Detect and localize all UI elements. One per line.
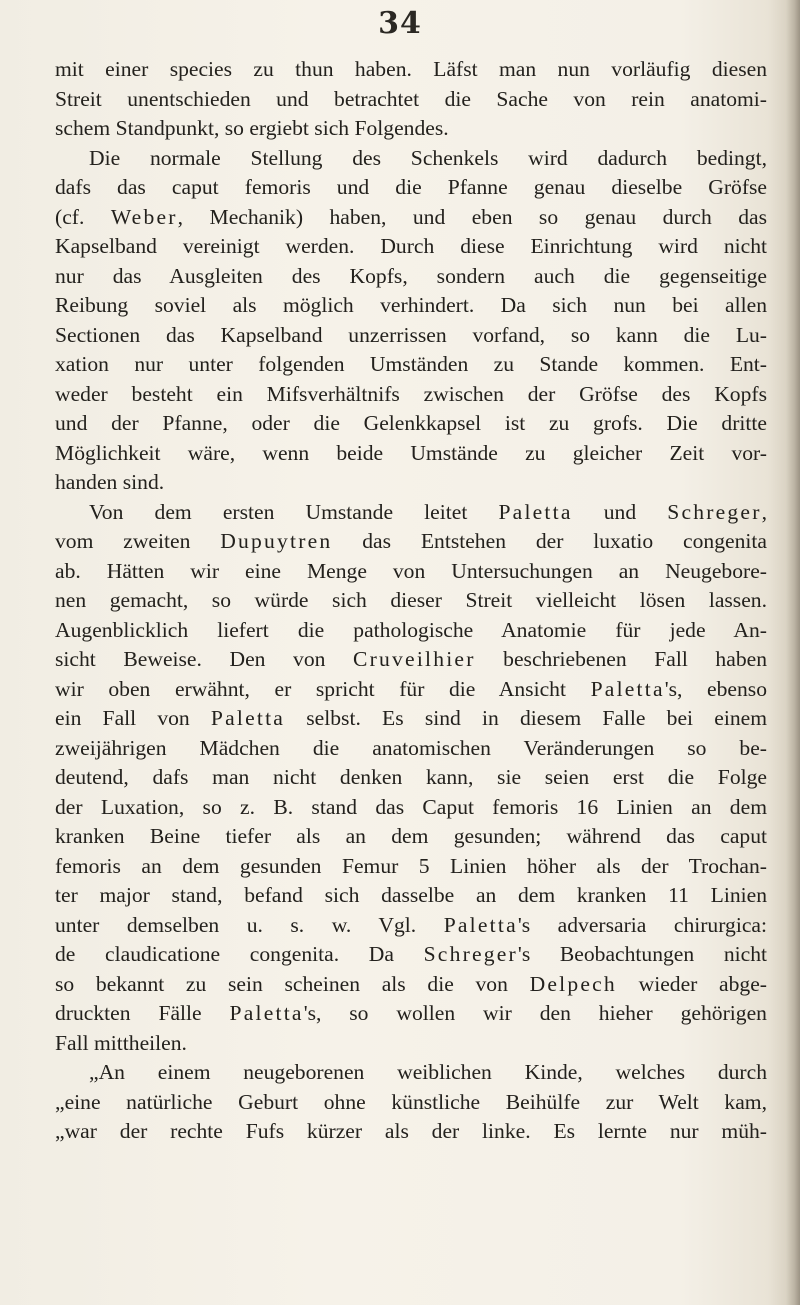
text-line: dafs das caput femoris und die Pfanne genau dieselbe Gröfse (55, 175, 767, 199)
text-line: nur das Ausgleiten des Kopfs, sondern auch die gegenseitige (55, 263, 767, 288)
text-line: kranken Beine tiefer als an dem gesunden; während das caput (55, 824, 767, 848)
text-line: Kapselband vereinigt werden. Durch diese Einrichtung wird nicht (55, 234, 767, 258)
text-line: Die normale Stellung des Schenkels wird dadurch bedingt, (89, 145, 767, 170)
text-line: de claudicatione congenita. Da Schreger's Beobachtungen nicht (55, 942, 767, 966)
text-line: schem Standpunkt, so ergiebt sich Folgendes. (55, 116, 449, 140)
text-line: xation nur unter folgenden Umständen zu Stande kommen. Ent- (55, 352, 767, 376)
text-line: Von dem ersten Umstande leitet Paletta und Schreger, (89, 499, 767, 524)
text-line: ab. Hätten wir eine Menge von Untersuchungen an Neugebore- (55, 558, 767, 583)
text-line: Streit unentschieden und betrachtet die Sache von rein anatomi- (55, 86, 767, 111)
text-line: (cf. Weber, Mechanik) haben, und eben so genau durch das (55, 204, 767, 229)
text-line: sicht Beweise. Den von Cruveilhier beschriebenen Fall haben (55, 647, 767, 671)
page-number: 34 (378, 6, 422, 41)
text-line: ein Fall von Paletta selbst. Es sind in diesem Falle bei einem (55, 706, 767, 730)
text-line: deutend, dafs man nicht denken kann, sie seien erst die Folge (55, 765, 767, 789)
text-line: mit einer species zu thun haben. Läfst man nun vorläufig diesen (55, 57, 767, 81)
text-line: unter demselben u. s. w. Vgl. Paletta's adversaria chirurgica: (55, 912, 767, 937)
text-line: vom zweiten Dupuytren das Entstehen der luxatio congenita (55, 529, 767, 553)
text-line: „war der rechte Fufs kürzer als der linke. Es lernte nur müh- (55, 1119, 767, 1143)
text-line: Reibung soviel als möglich verhindert. Da sich nun bei allen (55, 293, 767, 317)
text-line: Augenblicklich liefert die pathologische Anatomie für jede An- (55, 617, 767, 642)
text-line: Fall mittheilen. (55, 1030, 187, 1055)
text-line: „An einem neugeborenen weiblichen Kinde, welches durch (89, 1060, 767, 1084)
page-edge-shadow (786, 0, 800, 1305)
text-line: so bekannt zu sein scheinen als die von Delpech wieder abge- (55, 971, 767, 996)
text-line: Sectionen das Kapselband unzerrissen vorfand, so kann die Lu- (55, 322, 767, 347)
text-line: druckten Fälle Paletta's, so wollen wir den hieher gehörigen (55, 1001, 767, 1025)
text-line: der Luxation, so z. B. stand das Caput femoris 16 Linien an dem (55, 794, 767, 819)
text-line: weder besteht ein Mifsverhältnifs zwischen der Gröfse des Kopfs (55, 381, 767, 406)
text-line: „eine natürliche Geburt ohne künstliche Beihülfe zur Welt kam, (55, 1089, 767, 1114)
text-line: wir oben erwähnt, er spricht für die Ansicht Paletta's, ebenso (55, 676, 767, 701)
text-line: Möglichkeit wäre, wenn beide Umstände zu gleicher Zeit vor- (55, 440, 767, 465)
text-line: nen gemacht, so würde sich dieser Streit vielleicht lösen lassen. (55, 588, 767, 612)
text-line: femoris an dem gesunden Femur 5 Linien höher als der Trochan- (55, 853, 767, 878)
text-line: und der Pfanne, oder die Gelenkkapsel ist zu grofs. Die dritte (55, 411, 767, 435)
text-line: ter major stand, befand sich dasselbe an dem kranken 11 Linien (55, 883, 767, 907)
text-line: handen sind. (55, 470, 165, 494)
body-text (55, 55, 767, 1147)
text-line: zweijährigen Mädchen die anatomischen Veränderungen so be- (55, 735, 767, 760)
